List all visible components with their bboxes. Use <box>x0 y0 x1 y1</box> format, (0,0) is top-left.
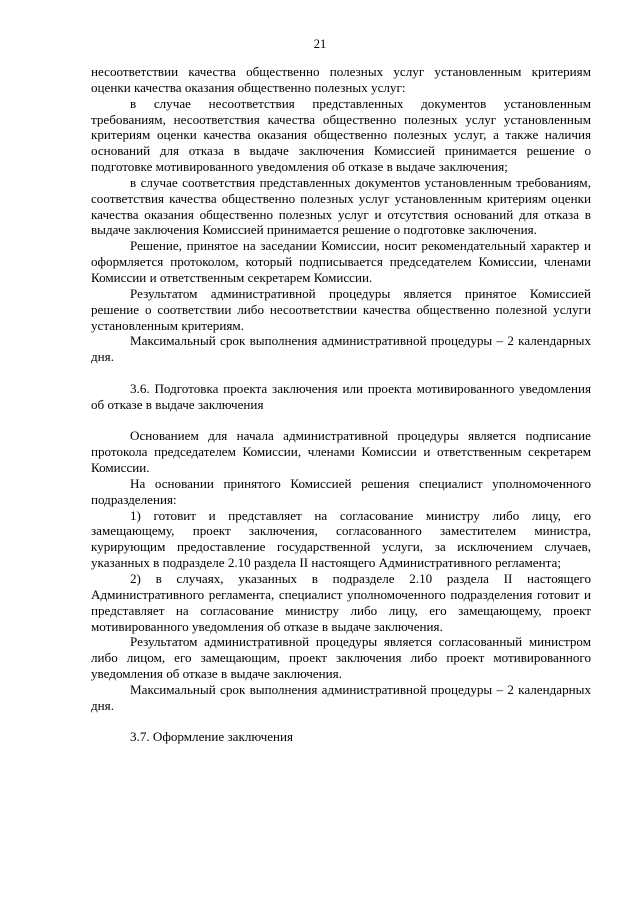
paragraph: Результатом административной процедуры является принятое Комиссией решение о соответствии либо несоответствии качества общественно полезной услуги установленным критериям. <box>91 285 591 333</box>
paragraph: в случае соответствия представленных документов установленным требованиям, соответствия качества общественно полезных услуг установленным критериям оценки качества оказания общественно полезных услуг и отсутствия оснований для отказа в выдаче заключения Комиссией принимается решение о подготовке заключения. <box>91 174 591 238</box>
paragraph: Основанием для начала административной процедуры является подписание протокола председателем Комиссии, членами Комиссии и ответственным секретарем Комиссии. <box>91 428 591 476</box>
paragraph: 1) готовит и представляет на согласование министру либо лицу, его замещающему, проект заключения, согласованного заместителем министра, курирующим предоставление государственной услуги, за исключением случаев, указанных в подразделе 2.10 раздела II настоящего Административного регламента; <box>91 507 591 571</box>
paragraph: Максимальный срок выполнения административной процедуры – 2 календарных дня. <box>91 681 591 713</box>
page-number: 21 <box>313 37 327 51</box>
paragraph: Результатом административной процедуры является согласованный министром либо лицом, его замещающим, проект заключения либо проект мотивированного уведомления об отказе в выдаче заключения. <box>91 634 591 682</box>
paragraph: На основании принятого Комиссией решения специалист уполномоченного подразделения: <box>91 475 591 507</box>
document-body <box>91 64 591 745</box>
paragraph: 3.7. Оформление заключения <box>130 729 294 745</box>
paragraph: Решение, принятое на заседании Комиссии, носит рекомендательный характер и оформляется протоколом, который подписывается председателем Комиссии, членами Комиссии и ответственным секретарем Комиссии. <box>91 238 591 285</box>
paragraph: несоответствии качества общественно полезных услуг установленным критериям оценки качества оказания общественно полезных услуг: <box>91 64 591 95</box>
paragraph: 2) в случаях, указанных в подразделе 2.10 раздела II настоящего Административного регламента, специалист уполномоченного подразделения готовит и представляет на согласование министру либо лицу, его замещающему, проект мотивированного уведомления об отказе в выдаче заключения. <box>91 571 591 634</box>
paragraph: 3.6. Подготовка проекта заключения или проекта мотивированного уведомления об отказе в выдаче заключения <box>91 380 591 412</box>
paragraph: Максимальный срок выполнения административной процедуры – 2 календарных дня. <box>91 333 591 365</box>
paragraph: в случае несоответствия представленных документов установленным требованиям, несоответствия качества общественно полезных услуг установленным критериям оценки качества оказания общественно полезных услуг, а также наличия оснований для отказа в выдаче заключения Комиссией принимается решение о подготовке мотивированного уведомления об отказе в выдаче заключения; <box>91 95 591 175</box>
